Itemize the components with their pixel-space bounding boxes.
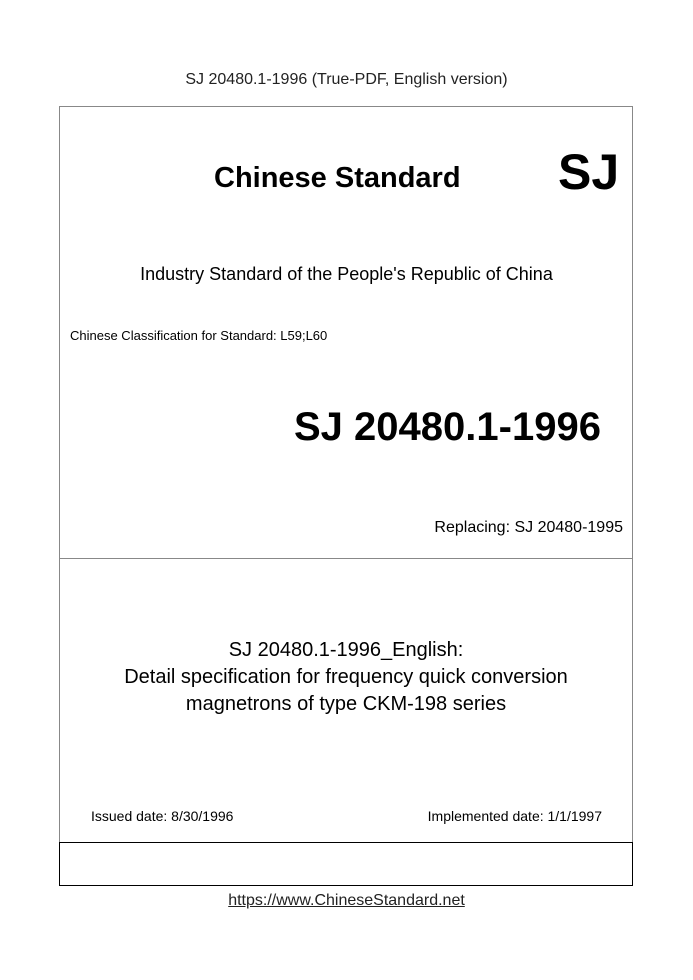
standard-code-logo: SJ [558, 144, 620, 200]
implemented-date: Implemented date: 1/1/1997 [427, 808, 602, 824]
industry-standard-label: Industry Standard of the People's Republic of China [140, 264, 553, 284]
cover-bottom-box [59, 842, 633, 886]
replacing-label: Replacing: SJ 20480-1995 [434, 519, 623, 536]
page-header-title: SJ 20480.1-1996 (True-PDF, English version) [185, 71, 508, 88]
standard-number: SJ 20480.1-1996 [294, 405, 601, 449]
document-title-line: SJ 20480.1-1996_English: [228, 639, 464, 661]
classification-label: Chinese Classification for Standard: L59;L60 [70, 328, 328, 343]
document-title-line: Detail specification for frequency quick conversion [124, 666, 568, 688]
issued-date: Issued date: 8/30/1996 [91, 808, 234, 824]
chinese-standard-heading: Chinese Standard [214, 162, 461, 194]
website-link[interactable]: https://www.ChineseStandard.net [228, 892, 465, 909]
document-title [59, 637, 633, 718]
document-title-line: magnetrons of type CKM-198 series [185, 693, 507, 715]
